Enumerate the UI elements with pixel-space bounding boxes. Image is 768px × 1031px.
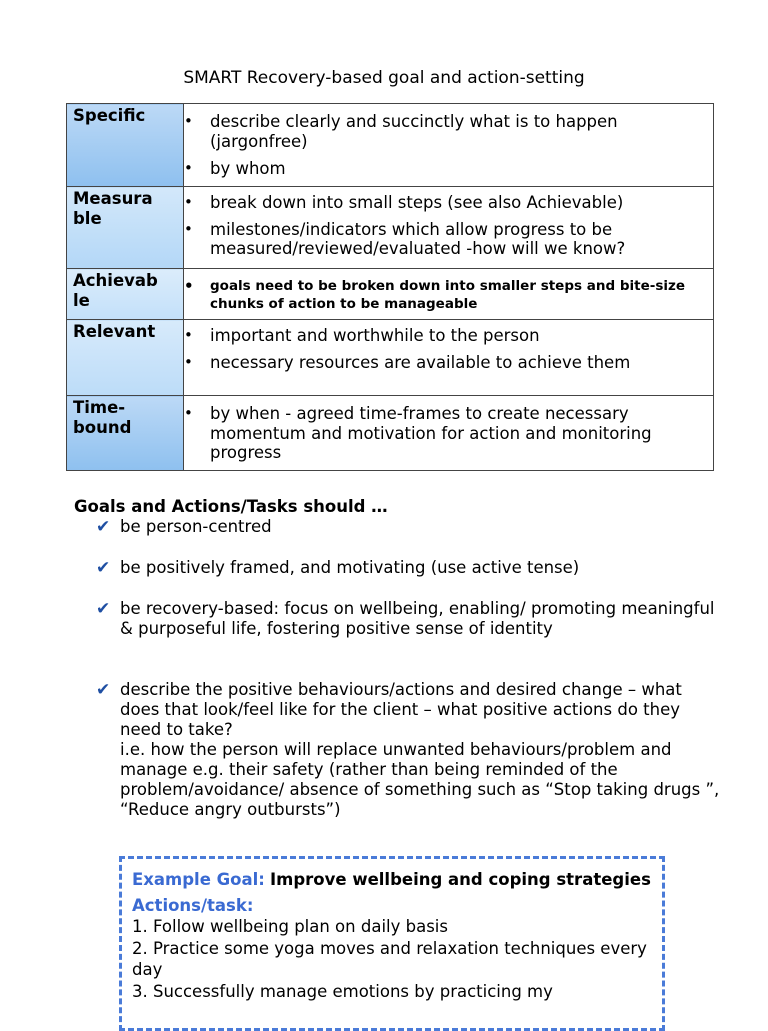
smart-item: • necessary resources are available to achieve them bbox=[184, 353, 713, 373]
smart-row-achievable bbox=[67, 269, 714, 320]
smart-key-relevant: Relevant bbox=[67, 320, 184, 396]
example-goal-line bbox=[132, 870, 652, 890]
checklist-text: be positively framed, and motivating (use active tense) bbox=[120, 558, 580, 577]
smart-table bbox=[66, 103, 714, 471]
smart-key-achievable: Achievab le bbox=[67, 269, 184, 320]
check-mark-icon: ✔ bbox=[96, 599, 111, 619]
checklist-text: be person-centred bbox=[120, 517, 272, 536]
smart-row-time-bound bbox=[67, 396, 714, 471]
smart-key-time-bound: Time- bound bbox=[67, 396, 184, 471]
smart-row-relevant bbox=[67, 320, 714, 396]
smart-item: • break down into small steps (see also Achievable) bbox=[184, 193, 713, 213]
actions-label: Actions/task: bbox=[132, 896, 254, 915]
goals-heading: Goals and Actions/Tasks should … bbox=[74, 497, 388, 516]
smart-item: • milestones/indicators which allow progress to be measured/reviewed/evaluated -how will we know? bbox=[184, 220, 713, 259]
smart-key-measurable: Measura ble bbox=[67, 187, 184, 269]
checklist-text: i.e. how the person will replace unwanted behaviours/problem and manage e.g. their safety (rather than being reminded of the problem/avoidance/ absence of something such as “Stop taking drugs ”, “Reduce angry outbursts”) bbox=[120, 740, 720, 819]
check-mark-icon: ✔ bbox=[96, 680, 111, 700]
smart-value-specific bbox=[184, 104, 714, 187]
smart-item: • important and worthwhile to the person bbox=[184, 326, 713, 346]
smart-value-relevant bbox=[184, 320, 714, 396]
action-task: 1. Follow wellbeing plan on daily basis bbox=[132, 917, 448, 936]
smart-value-achievable bbox=[184, 269, 714, 320]
check-mark-icon: ✔ bbox=[96, 517, 111, 537]
smart-item: • describe clearly and succinctly what is to happen (jargonfree) bbox=[184, 112, 713, 151]
smart-item: • by when - agreed time-frames to create necessary momentum and motivation for action and monitoring progress bbox=[184, 404, 713, 463]
smart-item: • goals need to be broken down into smaller steps and bite-size chunks of action to be manageable bbox=[184, 277, 713, 313]
document-title: SMART Recovery-based goal and action-setting bbox=[183, 68, 585, 88]
smart-row-measurable bbox=[67, 187, 714, 269]
smart-item: • by whom bbox=[184, 159, 713, 179]
example-goal-box bbox=[119, 856, 665, 1031]
smart-value-measurable bbox=[184, 187, 714, 269]
action-task: 2. Practice some yoga moves and relaxation techniques every day bbox=[132, 938, 647, 979]
example-goal-text: Improve wellbeing and coping strategies bbox=[270, 870, 651, 889]
smart-row-specific bbox=[67, 104, 714, 187]
action-task: 3. Successfully manage emotions by practicing my bbox=[132, 981, 553, 1001]
checklist-text: describe the positive behaviours/actions and desired change – what does that look/feel like for the client – what positive actions do they need to take? bbox=[120, 680, 682, 739]
example-goal-label: Example Goal: bbox=[132, 870, 265, 889]
check-mark-icon: ✔ bbox=[96, 558, 111, 578]
checklist-text: be recovery-based: focus on wellbeing, enabling/ promoting meaningful & purposeful life, fostering positive sense of identity bbox=[120, 599, 715, 638]
smart-key-specific: Specific bbox=[67, 104, 184, 187]
smart-value-time-bound bbox=[184, 396, 714, 471]
